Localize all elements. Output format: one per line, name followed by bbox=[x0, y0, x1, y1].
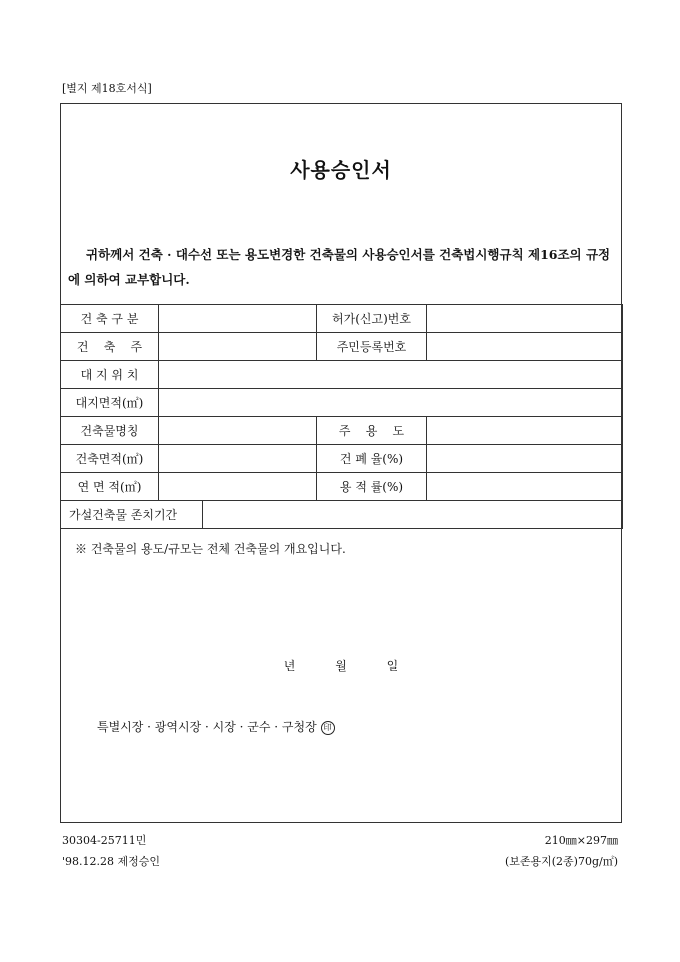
certificate-frame bbox=[60, 103, 622, 823]
table-row bbox=[61, 501, 623, 529]
document-title: 사용승인서 bbox=[290, 158, 392, 182]
owner-label: 건 축 주 bbox=[61, 333, 159, 361]
permit-no-label: 허가(신고)번호 bbox=[317, 305, 427, 333]
main-use-value bbox=[427, 417, 623, 445]
building-area-value bbox=[159, 445, 317, 473]
intro-text bbox=[68, 242, 615, 292]
floor-area-ratio-value bbox=[427, 473, 623, 501]
building-area-label: 건축면적(㎡) bbox=[61, 445, 159, 473]
coverage-ratio-label: 건 폐 율(%) bbox=[317, 445, 427, 473]
resident-no-label: 주민등록번호 bbox=[317, 333, 427, 361]
floor-area-ratio-label: 용 적 률(%) bbox=[317, 473, 427, 501]
enactment-note: '98.12.28 제정승인 bbox=[62, 855, 161, 868]
temp-period-label: 가설건축물 존치기간 bbox=[61, 501, 203, 529]
site-location-label: 대 지 위 치 bbox=[61, 361, 159, 389]
permit-no-value bbox=[427, 305, 623, 333]
form-code: 30304-25711민 bbox=[62, 834, 147, 847]
issue-date bbox=[61, 657, 621, 674]
form-label: [별지 제18호서식] bbox=[62, 82, 152, 95]
date-day: 일 bbox=[386, 659, 399, 673]
issuing-authority bbox=[97, 718, 335, 735]
paper-spec: (보존용지(2종)70g/㎡) bbox=[504, 855, 618, 868]
table-row bbox=[61, 361, 623, 389]
resident-no-value bbox=[427, 333, 623, 361]
scope-note: ※ 건축물의 용도/규모는 전체 건축물의 개요입니다. bbox=[75, 542, 346, 556]
paper-size: 210㎜×297㎜ bbox=[544, 834, 618, 847]
floor-area-label: 연 면 적(㎡) bbox=[61, 473, 159, 501]
category-value bbox=[159, 305, 317, 333]
site-location-value bbox=[159, 361, 623, 389]
category-label: 건 축 구 분 bbox=[61, 305, 159, 333]
table-row bbox=[61, 473, 623, 501]
table-row bbox=[61, 417, 623, 445]
seal-icon: 印 bbox=[321, 721, 335, 735]
site-area-label: 대지면적(㎡) bbox=[61, 389, 159, 417]
coverage-ratio-value bbox=[427, 445, 623, 473]
table-row bbox=[61, 305, 623, 333]
table-row bbox=[61, 333, 623, 361]
main-use-label: 주 용 도 bbox=[317, 417, 427, 445]
building-info-table bbox=[60, 304, 623, 529]
table-row bbox=[61, 445, 623, 473]
building-name-value bbox=[159, 417, 317, 445]
authority-titles: 특별시장 · 광역시장 · 시장 · 군수 · 구청장 bbox=[97, 720, 317, 734]
floor-area-value bbox=[159, 473, 317, 501]
building-name-label: 건축물명칭 bbox=[61, 417, 159, 445]
intro-paragraph: 귀하께서 건축 · 대수선 또는 용도변경한 건축물의 사용승인서를 건축법시행규칙 제16조의 규정에 의하여 교부합니다. bbox=[68, 247, 611, 287]
date-month: 월 bbox=[335, 659, 347, 673]
table-row bbox=[61, 389, 623, 417]
owner-value bbox=[159, 333, 317, 361]
date-year: 년 bbox=[283, 659, 296, 673]
site-area-value bbox=[159, 389, 623, 417]
temp-period-value bbox=[203, 501, 623, 529]
